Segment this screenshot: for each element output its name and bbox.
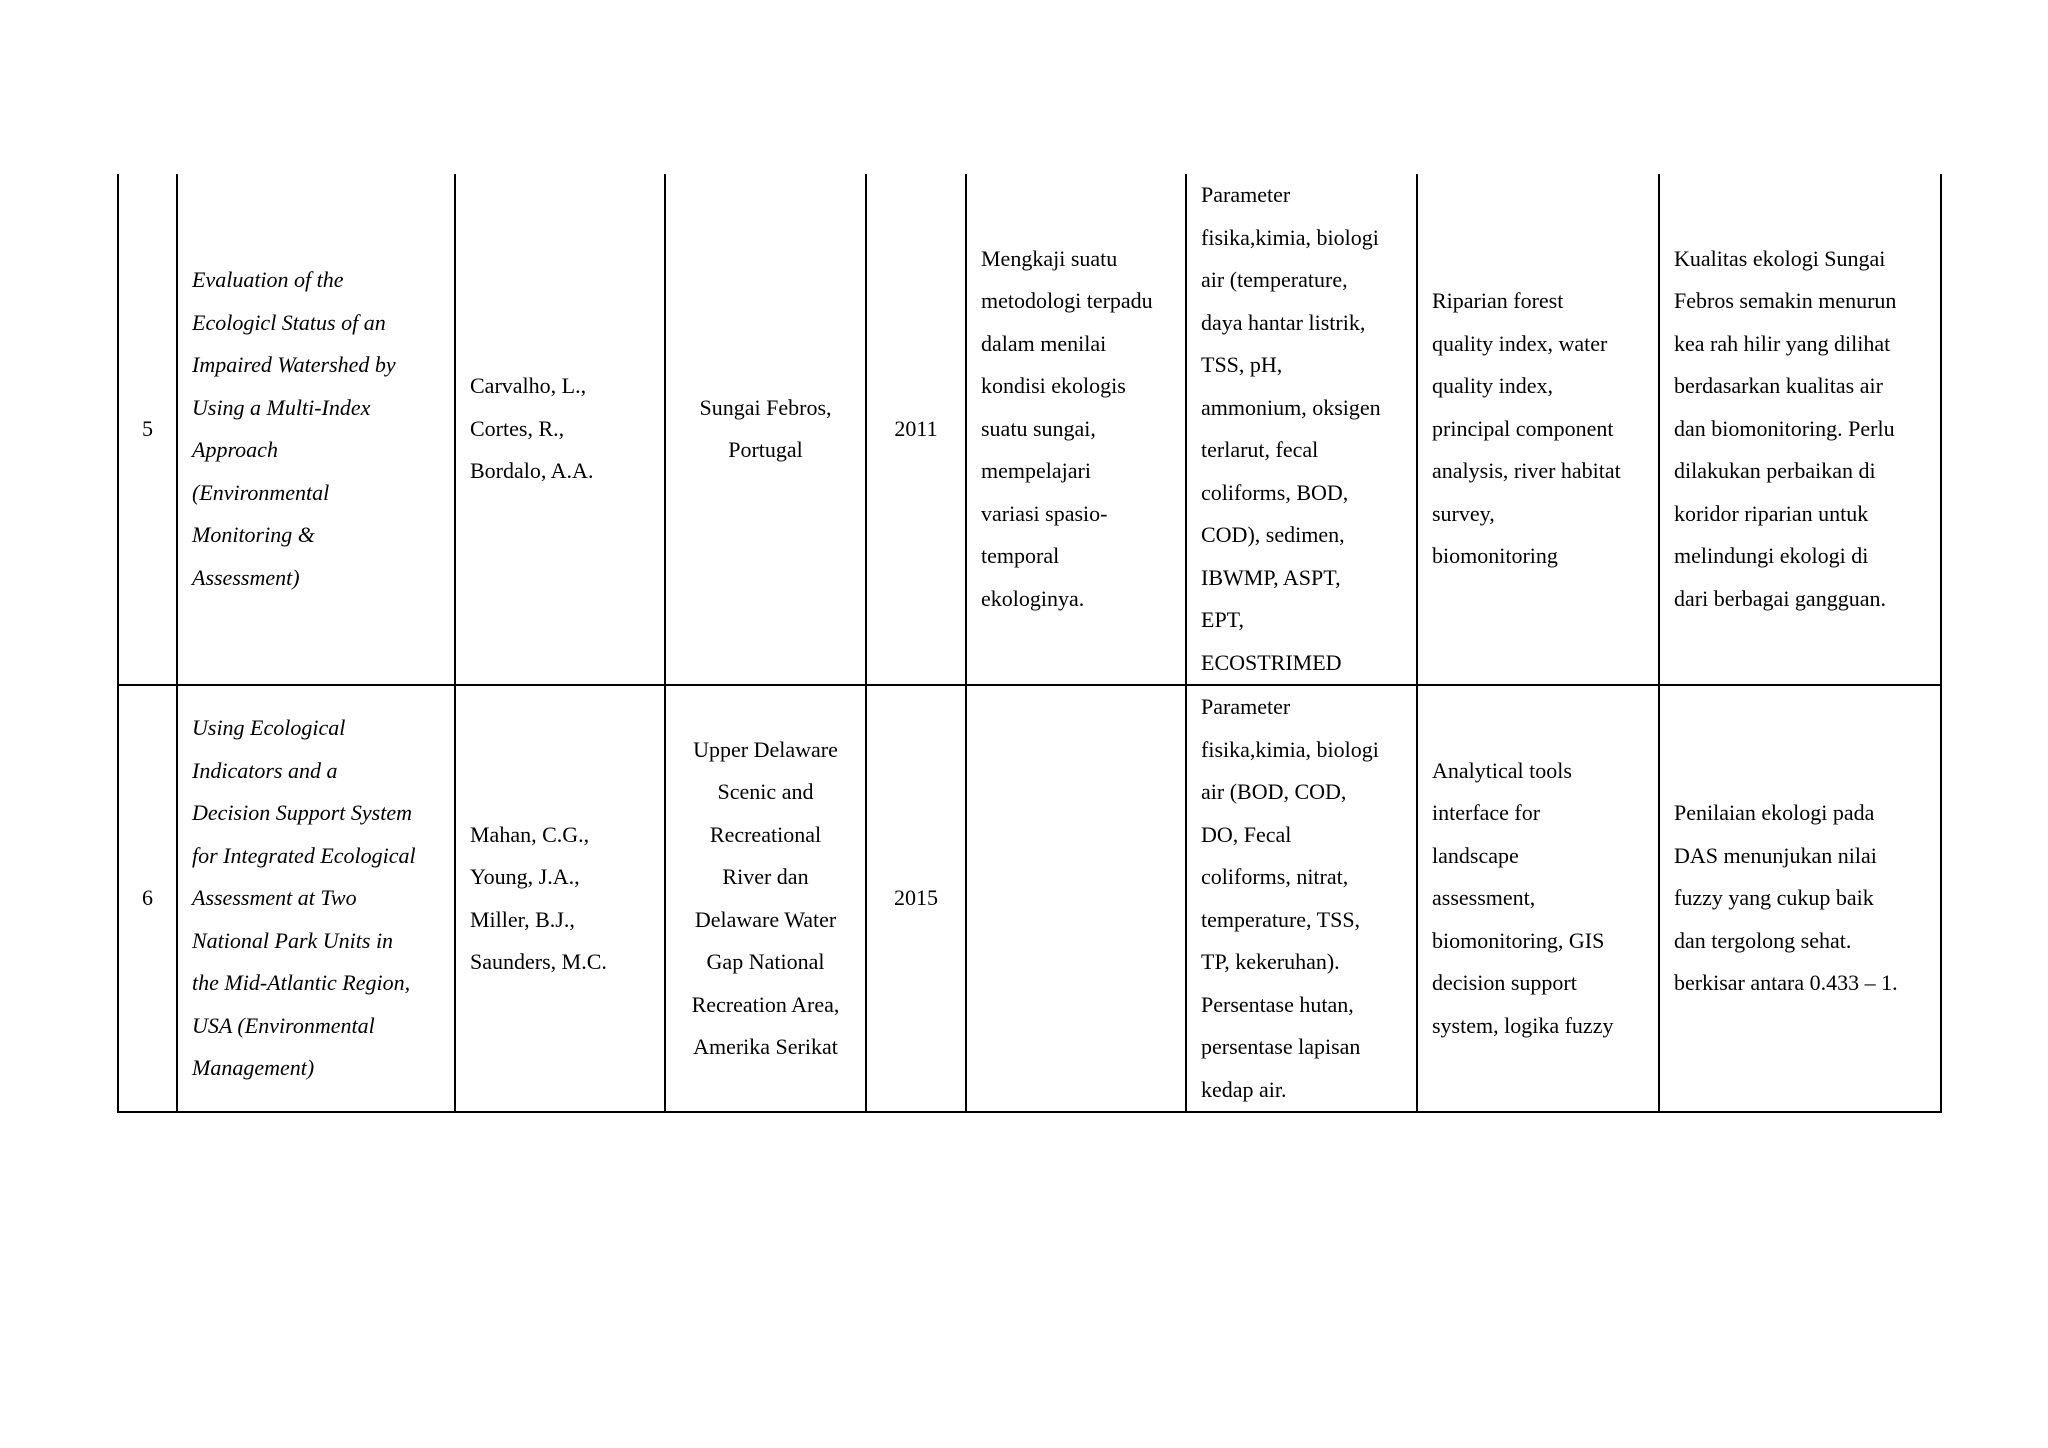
literature-review-table [117, 174, 1942, 1113]
results: Penilaian ekologi pada DAS menunjukan nilai fuzzy yang cukup baik dan tergolong sehat. berkisar antara 0.433 – 1. [1674, 800, 1898, 996]
title-cell [177, 174, 455, 685]
title-cell [177, 685, 455, 1112]
authors: Carvalho, L., Cortes, R., Bordalo, A.A. [470, 373, 594, 484]
results: Kualitas ekologi Sungai Febros semakin menurun kea rah hilir yang dilihat berdasarkan kualitas air dan biomonitoring. Perlu dilakukan perbaikan di koridor riparian untuk melindungi ekologi di dari berbagai gangguan. [1674, 245, 1897, 611]
row-number-cell [118, 685, 177, 1112]
year-cell [866, 685, 966, 1112]
location-cell [665, 174, 866, 685]
table-row [118, 685, 1941, 1112]
objective: Mengkaji suatu metodologi terpadu dalam menilai kondisi ekologis suatu sungai, mempelajari variasi spasio- temporal ekologinya. [981, 245, 1153, 611]
parameters-cell [1186, 174, 1417, 685]
row-number: 6 [142, 885, 153, 911]
paper-title: Using Ecological Indicators and a Decision Support System for Integrated Ecological Assessment at Two National Park Units in the Mid-Atlantic Region, USA (Environmental Management) [192, 715, 416, 1081]
methods-cell [1417, 685, 1659, 1112]
year-cell [866, 174, 966, 685]
year: 2011 [894, 415, 938, 441]
parameters-cell [1186, 685, 1417, 1112]
table-row [118, 174, 1941, 685]
results-cell [1659, 685, 1941, 1112]
row-number-cell [118, 174, 177, 685]
location: Upper Delaware Scenic and Recreational River dan Delaware Water Gap National Recreation Area, Amerika Serikat [691, 736, 840, 1059]
paper-title: Evaluation of the Ecologicl Status of an Impaired Watershed by Using a Multi-Index Approach (Environmental Monitoring & Assessment) [192, 267, 396, 590]
methods-cell [1417, 174, 1659, 685]
methods: Analytical tools interface for landscape assessment, biomonitoring, GIS decision support system, logika fuzzy [1432, 757, 1614, 1038]
authors-cell [455, 174, 665, 685]
location: Sungai Febros, Portugal [699, 394, 832, 462]
parameters: Parameter fisika,kimia, biologi air (BOD, COD, DO, Fecal coliforms, nitrat, temperature, TSS, TP, kekeruhan). Persentase hutan, persentase lapisan kedap air. [1201, 694, 1379, 1102]
year: 2015 [894, 885, 938, 911]
objective-cell [966, 685, 1186, 1112]
results-cell [1659, 174, 1941, 685]
location-cell [665, 685, 866, 1112]
row-number: 5 [142, 415, 153, 441]
methods: Riparian forest quality index, water quality index, principal component analysis, river habitat survey, biomonitoring [1432, 288, 1621, 569]
authors: Mahan, C.G., Young, J.A., Miller, B.J., Saunders, M.C. [470, 821, 607, 974]
objective-cell [966, 174, 1186, 685]
authors-cell [455, 685, 665, 1112]
parameters: Parameter fisika,kimia, biologi air (temperature, daya hantar listrik, TSS, pH, ammonium, oksigen terlarut, fecal coliforms, BOD, COD), sedimen, IBWMP, ASPT, EPT, ECOSTRIMED [1201, 182, 1381, 675]
